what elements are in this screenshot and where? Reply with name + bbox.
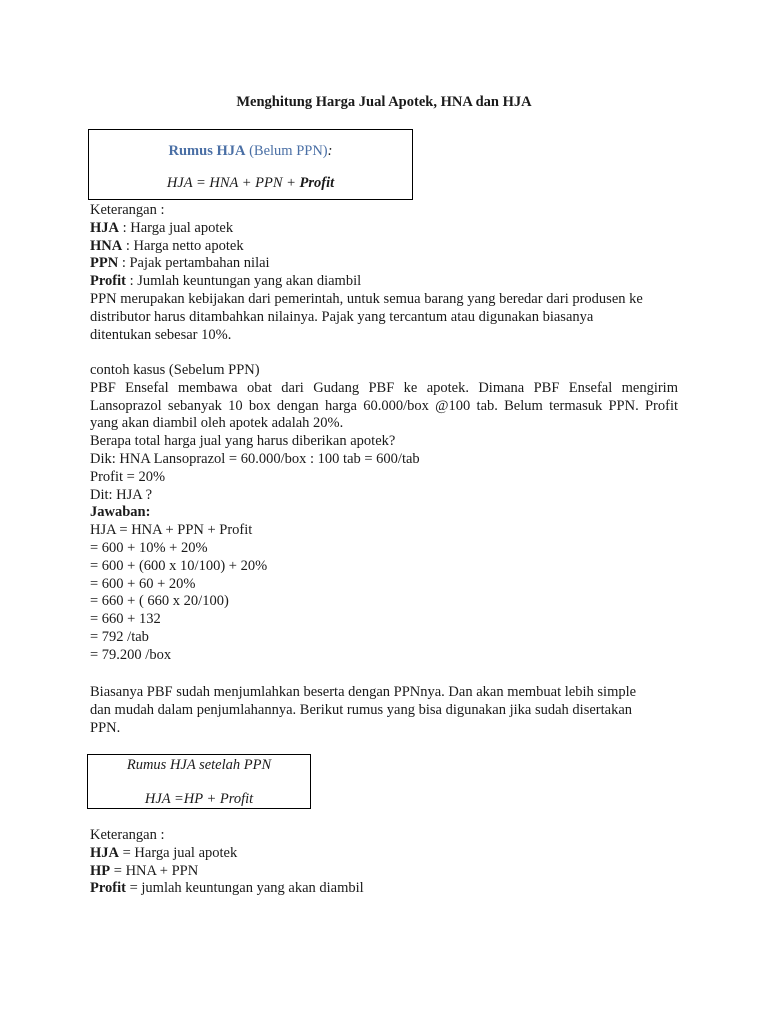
case-heading: contoh kasus (Sebelum PPN) [90, 362, 260, 378]
definition-term: Profit [90, 273, 126, 290]
definition-hp [90, 863, 678, 881]
definition-term: HJA [90, 844, 119, 861]
formula-box-after-ppn [87, 754, 311, 809]
calculation-step: = 660 + ( 660 x 20/100) [90, 593, 229, 610]
keterangan-label: Keterangan : [90, 827, 165, 843]
definition-desc: : Harga netto apotek [122, 237, 244, 254]
definition-term: PPN [90, 255, 119, 272]
answer-label: Jawaban: [90, 504, 151, 521]
simple-paragraph-line: PPN. [90, 719, 121, 736]
calculation-step: = 660 + 132 [90, 611, 161, 628]
formula-box-heading [89, 143, 412, 160]
case-section [90, 362, 678, 665]
keterangan-section-2 [90, 827, 678, 898]
case-line: yang akan diambil oleh apotek adalah 20%. [90, 415, 344, 432]
formula-after-ppn: HJA =HP + Profit [144, 791, 254, 807]
definition-profit [90, 273, 678, 291]
definition-desc: = Harga jual apotek [119, 844, 238, 861]
formula-before-ppn [89, 175, 412, 192]
case-line: PBF Ensefal membawa obat dari Gudang PBF ke apotek. Dimana PBF Ensefal mengirim [90, 379, 678, 396]
keterangan-section-1 [90, 202, 678, 344]
case-known-profit: Profit = 20% [90, 468, 166, 485]
definition-desc: = HNA + PPN [110, 862, 199, 879]
case-known: Dik: HNA Lansoprazol = 60.000/box : 100 tab = 600/tab [90, 450, 420, 467]
simple-paragraph-line: dan mudah dalam penjumlahannya. Berikut rumus yang bisa digunakan jika sudah disertakan [90, 701, 633, 718]
ppn-paragraph-line: PPN merupakan kebijakan dari pemerintah, untuk semua barang yang beredar dari produsen ke [90, 290, 643, 307]
ppn-paragraph-line: ditentukan sebesar 10%. [90, 326, 232, 343]
definition-ppn [90, 255, 678, 273]
case-asked: Dit: HJA ? [90, 486, 153, 503]
formula-box-after-ppn-heading: Rumus HJA setelah PPN [126, 757, 272, 773]
definition-term: Profit [90, 880, 126, 897]
definition-term: HNA [90, 237, 123, 254]
definition-hna [90, 238, 678, 256]
document-title: Menghitung Harga Jual Apotek, HNA dan HJA [236, 94, 532, 110]
case-question: Berapa total harga jual yang harus diberikan apotek? [90, 433, 396, 450]
definition-hja [90, 220, 678, 238]
formula-box-heading-colon: : [327, 143, 333, 159]
calculation-step: = 600 + (600 x 10/100) + 20% [90, 557, 268, 574]
definition-desc: : Pajak pertambahan nilai [118, 255, 270, 272]
definition-desc: = jumlah keuntungan yang akan diambil [125, 880, 364, 897]
calculation-step: = 79.200 /box [90, 646, 172, 663]
definition-term: HJA [90, 219, 119, 236]
definition-hja [90, 845, 678, 863]
definition-desc: : Jumlah keuntungan yang akan diambil [125, 273, 362, 290]
formula-before-ppn-profit: Profit [299, 175, 335, 191]
formula-box-heading-bold: Rumus HJA [168, 143, 246, 159]
case-line: Lansoprazol sebanyak 10 box dengan harga 60.000/box @100 tab. Belum termasuk PPN. Profit [90, 397, 678, 414]
definition-term: HP [90, 862, 111, 879]
calculation-step: = 600 + 10% + 20% [90, 539, 208, 556]
calculation-step: = 600 + 60 + 20% [90, 575, 196, 592]
definition-profit [90, 880, 678, 898]
definition-desc: : Harga jual apotek [119, 219, 234, 236]
calculation-step: = 792 /tab [90, 628, 149, 645]
simple-paragraph [90, 684, 678, 737]
ppn-paragraph-line: distributor harus ditambahkan nilainya. Pajak yang tercantum atau digunakan biasanya [90, 308, 594, 325]
keterangan-label: Keterangan : [90, 202, 165, 218]
simple-paragraph-line: Biasanya PBF sudah menjumlahkan beserta dengan PPNnya. Dan akan membuat lebih simple [90, 684, 637, 700]
calculation-step: HJA = HNA + PPN + Profit [90, 522, 253, 539]
formula-box-before-ppn [88, 129, 413, 200]
formula-box-heading-rest: (Belum PPN) [245, 143, 328, 159]
formula-before-ppn-main: HJA = HNA + PPN + [166, 175, 300, 191]
